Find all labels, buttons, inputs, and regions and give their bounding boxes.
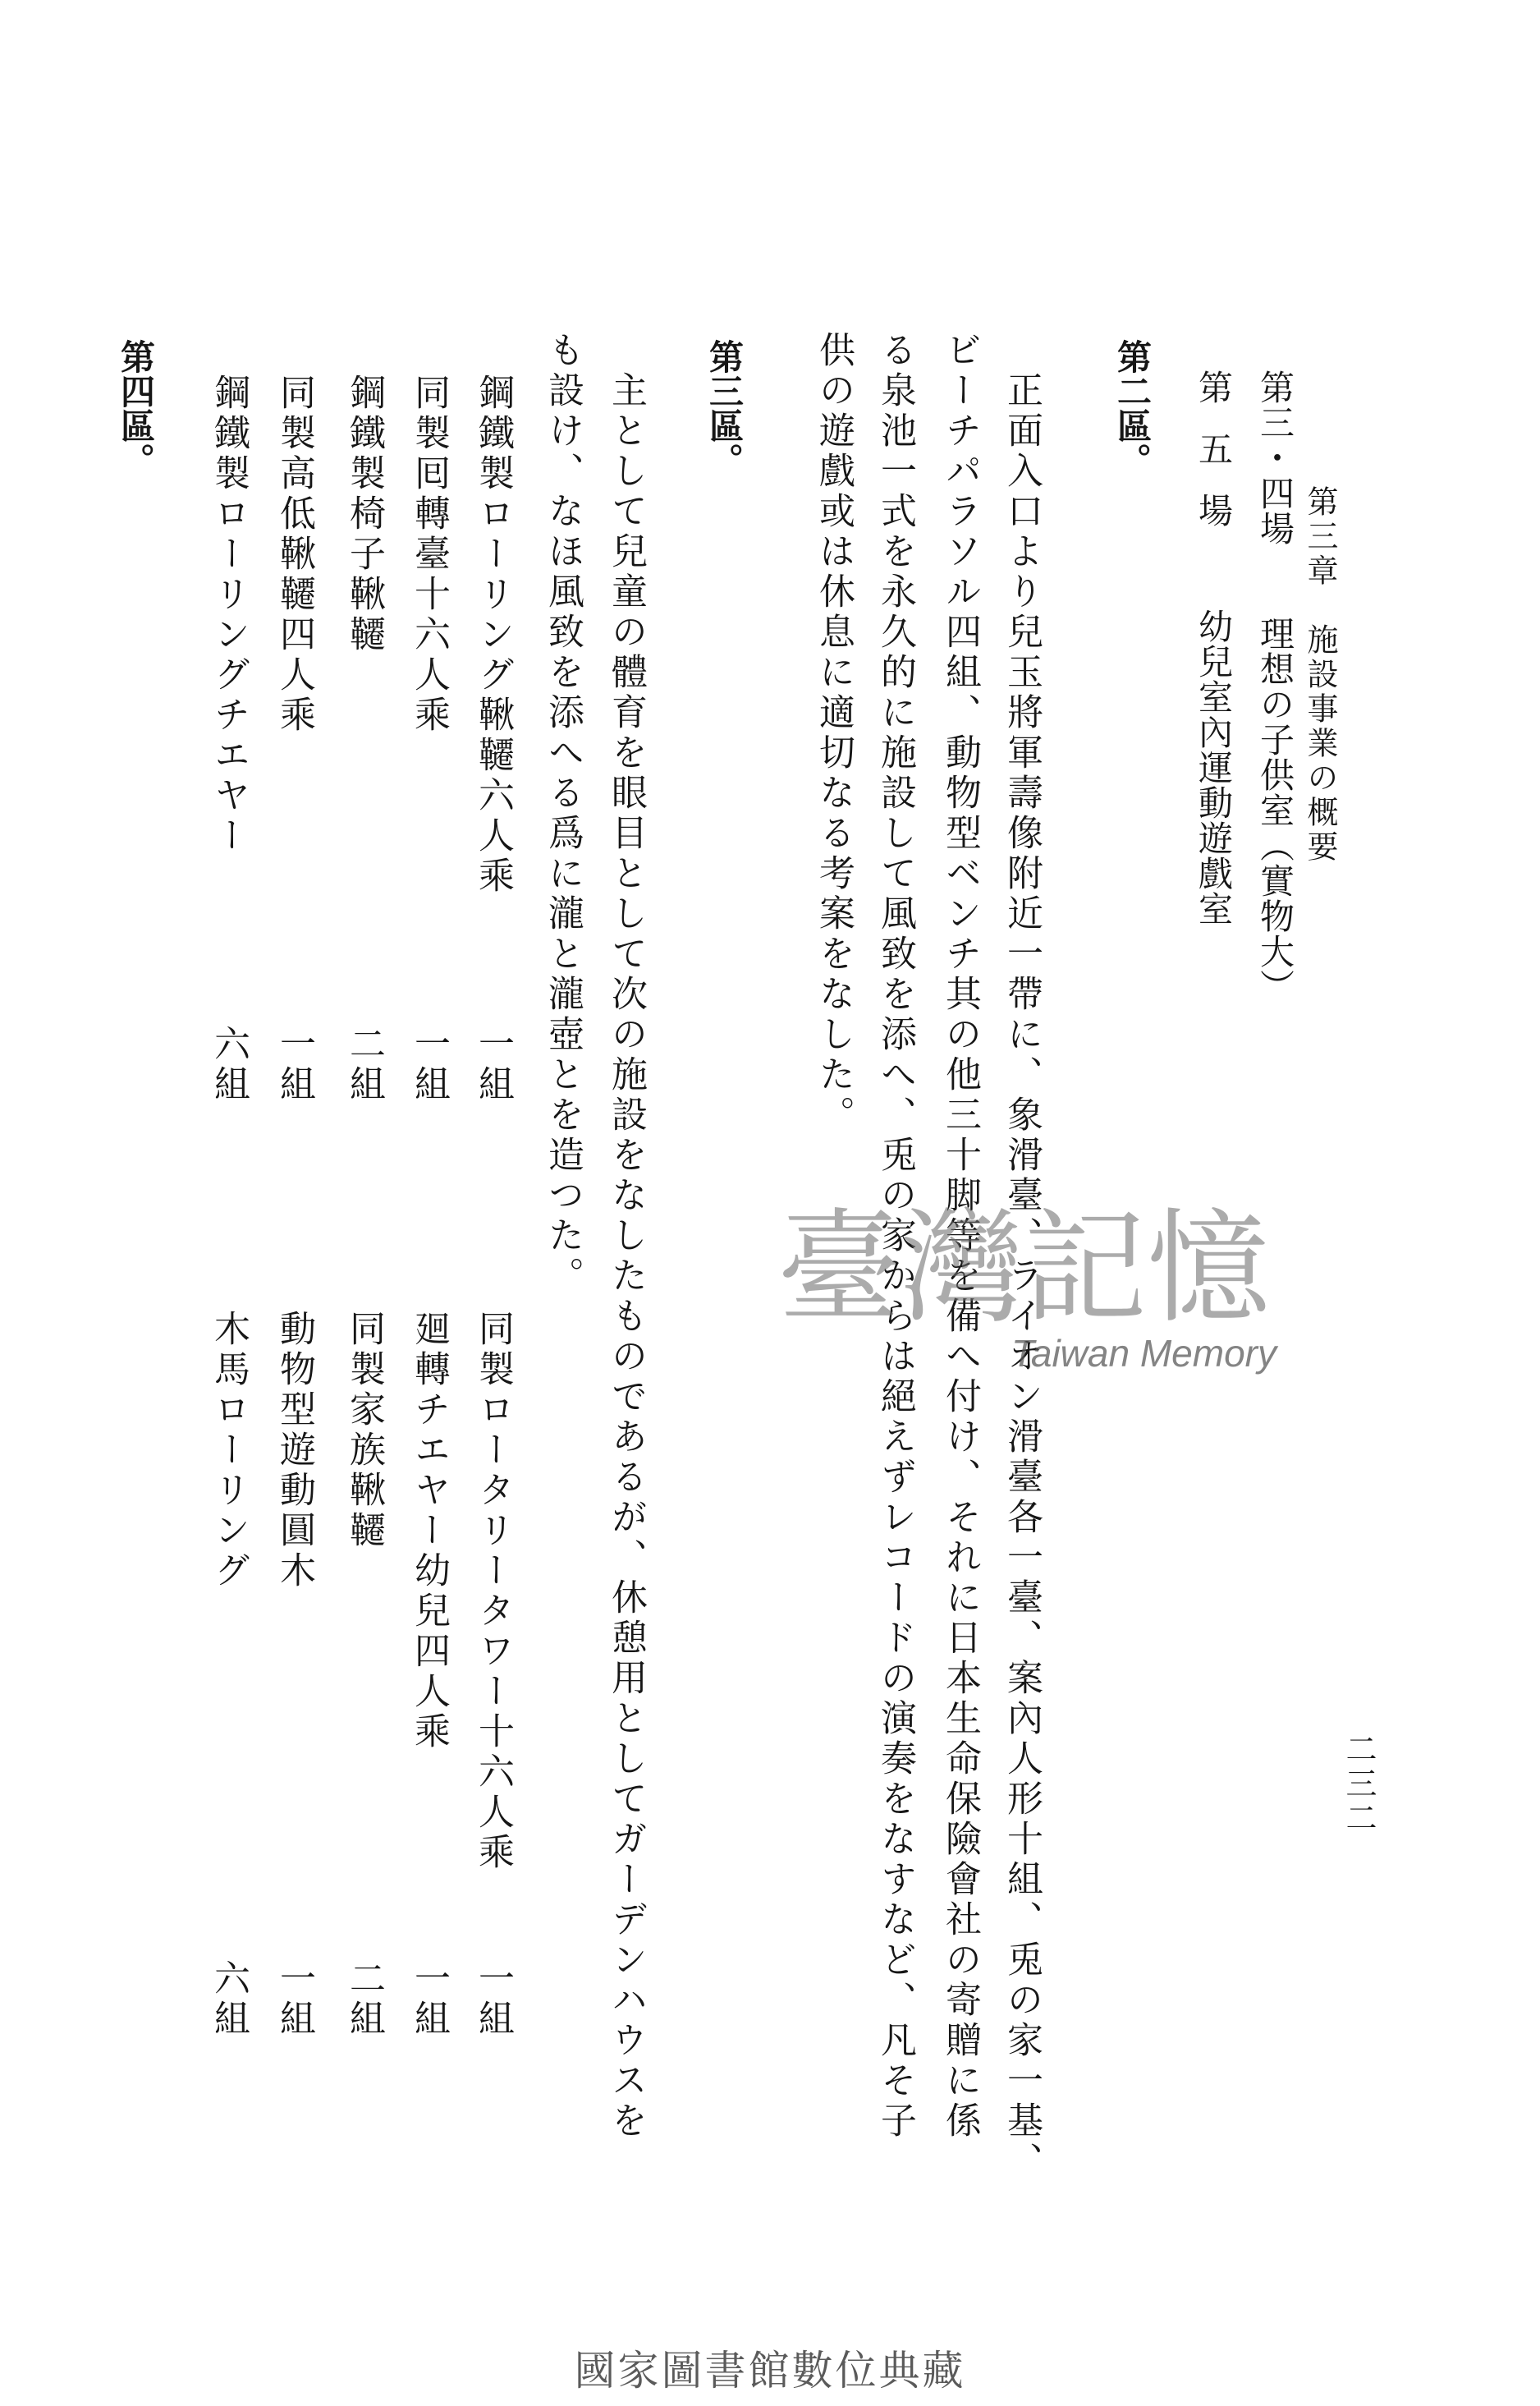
equipment-item-name: 鋼鐵製ローリング鞦韆六人乘 [472,374,514,897]
equipment-quantity: 二組 [343,1959,385,2040]
paragraph-line: も設け、なほ風致を添へる爲に瀧と瀧壺とを造つた。 [542,331,584,1297]
equipment-quantity: 一組 [472,1025,514,1105]
paragraph-line: 正面入口より兒玉將軍壽像附近一帶に、象滑臺、ライオン滑臺各一臺、案內人形十組、兎の家一基、 [1001,371,1043,2182]
equipment-item-name: 同製高低鞦韆四人乘 [273,374,315,736]
paragraph-line: ビーチパラソル四組、動物型ベンチ其の他三十脚等を備へ付け、それに日本生命保險會社の寄贈に係 [939,331,981,2142]
exhibit-label: 第五場 [1194,370,1234,554]
equipment-quantity: 一組 [273,1025,315,1105]
equipment-item-name: 動物型遊動圓木 [273,1310,315,1591]
watermark-subtitle: Taiwan Memory [1011,1332,1276,1375]
equipment-item-name: 鋼鐵製椅子鞦韆 [343,374,385,655]
section-heading: 第三區。 [704,339,745,477]
running-head: 第三章 施設事業の概要 [1302,485,1338,865]
paragraph-line: 供の遊戲或は休息に適切なる考案をなした。 [813,331,855,1136]
footer-credit: 國家圖書館數位典藏 [574,2347,966,2395]
equipment-quantity: 一組 [273,1959,315,2040]
paragraph-line: 主として兒童の體育を眼目として次の施設をなしたものであるが、休憩用としてガーデンハウスを [605,371,647,2142]
equipment-item-name: 同製ロータリータワー十六人乘 [472,1310,514,1873]
equipment-quantity: 二組 [343,1025,385,1105]
equipment-quantity: 一組 [472,1959,514,2040]
equipment-quantity: 一組 [408,1025,450,1105]
exhibit-title: 理想の子供室（實物大） [1255,616,1295,1004]
paragraph-line: る泉池一式を永久的に施設して風致を添へ、兎の家からは絕えずレコードの演奏をなすなど、凡そ子 [874,331,916,2142]
exhibit-label: 第三・四場 [1255,370,1295,546]
equipment-item-name: 鋼鐵製ローリングチエヤー [208,374,250,856]
page-number: 二三二 [1341,1733,1377,1836]
equipment-item-name: 同製囘轉臺十六人乘 [408,374,450,736]
exhibit-title: 幼兒室內運動遊戲室 [1194,608,1234,926]
equipment-item-name: 同製家族鞦韆 [343,1310,385,1551]
section-heading: 第四區。 [116,339,156,477]
equipment-item-name: 廻轉チエヤー幼兒四人乘 [408,1310,450,1752]
equipment-item-name: 木馬ローリング [208,1310,250,1591]
watermark-logo: 臺灣記憶 [777,1197,1271,1340]
equipment-quantity: 六組 [208,1959,250,2040]
section-heading: 第二區。 [1112,339,1153,477]
equipment-quantity: 一組 [408,1959,450,2040]
equipment-quantity: 六組 [208,1025,250,1105]
